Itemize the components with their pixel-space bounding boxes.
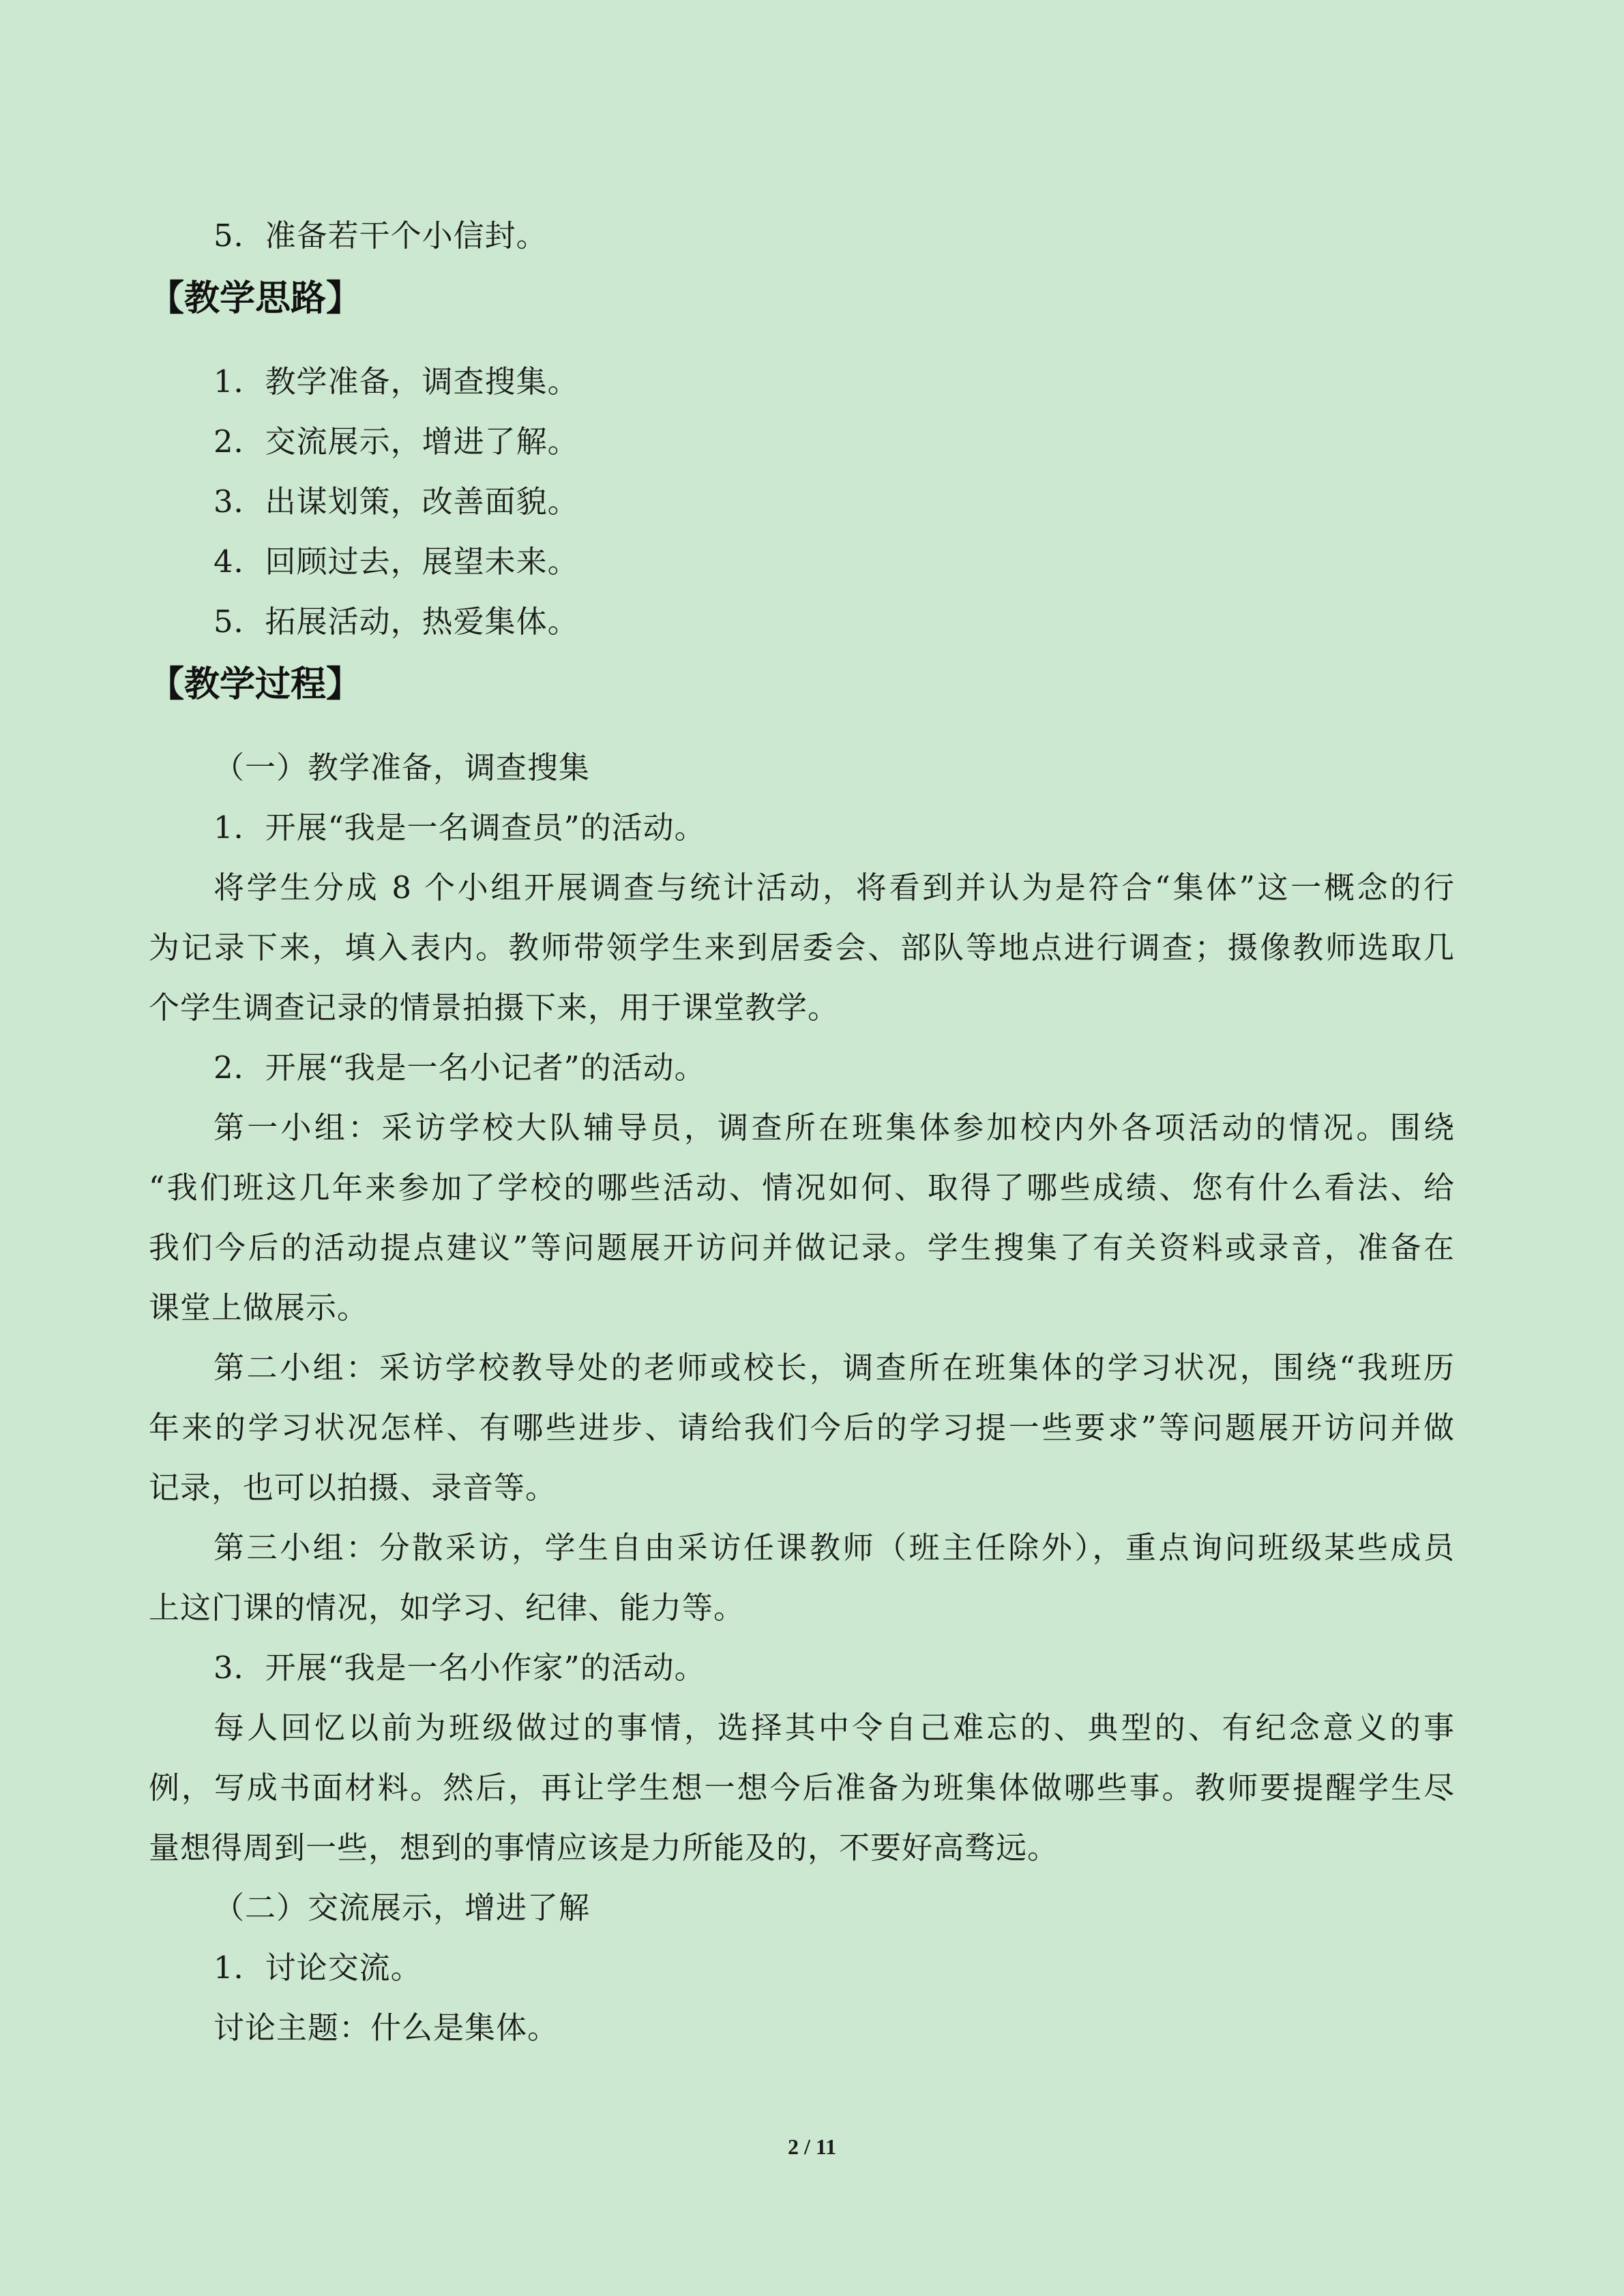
thinking-item-3: 3．出谋划策，改善面貌。 (213, 483, 579, 520)
page-number: 2 / 11 (787, 2134, 837, 2159)
discuss-title: 1．讨论交流。 (213, 1950, 422, 1986)
group2-para-line-3: 记录，也可以拍摄、录音等。 (149, 1470, 557, 1506)
prep-item-5: 5．准备若干个小信封。 (213, 218, 548, 254)
group2-para-line-2: 年来的学习状况怎样、有哪些进步、请给我们今后的学习提一些要求”等问题展开访问并做 (149, 1410, 1455, 1446)
thinking-item-5: 5．拓展活动，热爱集体。 (213, 603, 579, 640)
step3-para-line-2: 例，写成书面材料。然后，再让学生想一想今后准备为班集体做哪些事。教师要提醒学生尽 (149, 1770, 1455, 1806)
group1-para-line-1: 第一小组：采访学校大队辅导员，调查所在班集体参加校内外各项活动的情况。围绕 (213, 1109, 1455, 1146)
group2-para-line-1: 第二小组：采访学校教导处的老师或校长，调查所在班集体的学习状况，围绕“我班历 (213, 1350, 1455, 1386)
part2-title: （二）交流展示，增进了解 (213, 1890, 591, 1926)
group1-para-line-3: 我们今后的活动提点建议”等问题展开访问并做记录。学生搜集了有关资料或录音，准备在 (149, 1229, 1455, 1266)
group1-para-line-2: “我们班这几年来参加了学校的哪些活动、情况如何、取得了哪些成绩、您有什么看法、给 (149, 1169, 1455, 1206)
part1-title: （一）教学准备，调查搜集 (213, 749, 591, 786)
group3-para-line-1: 第三小组：分散采访，学生自由采访任课教师（班主任除外），重点询问班级某些成员 (213, 1530, 1455, 1566)
step3-para-line-1: 每人回忆以前为班级做过的事情，选择其中令自己难忘的、典型的、有纪念意义的事 (213, 1710, 1455, 1746)
group3-para-line-2: 上这门课的情况，如学习、纪律、能力等。 (149, 1590, 745, 1626)
step1-para-line-2: 为记录下来，填入表内。教师带领学生来到居委会、部队等地点进行调查；摄像教师选取几 (149, 929, 1455, 966)
step1-para-line-3: 个学生调查记录的情景拍摄下来，用于课堂教学。 (149, 989, 840, 1026)
discuss-topic: 讨论主题：什么是集体。 (213, 2010, 559, 2046)
step3-para-line-3: 量想得周到一些，想到的事情应该是力所能及的，不要好高骛远。 (149, 1830, 1059, 1866)
thinking-item-2: 2．交流展示，增进了解。 (213, 423, 579, 460)
heading-teaching-process: 【教学过程】 (149, 664, 362, 705)
group1-para-line-4: 课堂上做展示。 (149, 1289, 369, 1326)
step1-title: 1．开展“我是一名调查员”的活动。 (213, 809, 706, 846)
step3-title: 3．开展“我是一名小作家”的活动。 (213, 1650, 706, 1686)
heading-teaching-thinking: 【教学思路】 (149, 278, 362, 319)
step1-para-line-1: 将学生分成 8 个小组开展调查与统计活动，将看到并认为是符合“集体”这一概念的行 (213, 869, 1455, 906)
thinking-item-4: 4．回顾过去，展望未来。 (213, 543, 579, 580)
step2-title: 2．开展“我是一名小记者”的活动。 (213, 1049, 706, 1086)
thinking-item-1: 1．教学准备，调查搜集。 (213, 363, 579, 400)
